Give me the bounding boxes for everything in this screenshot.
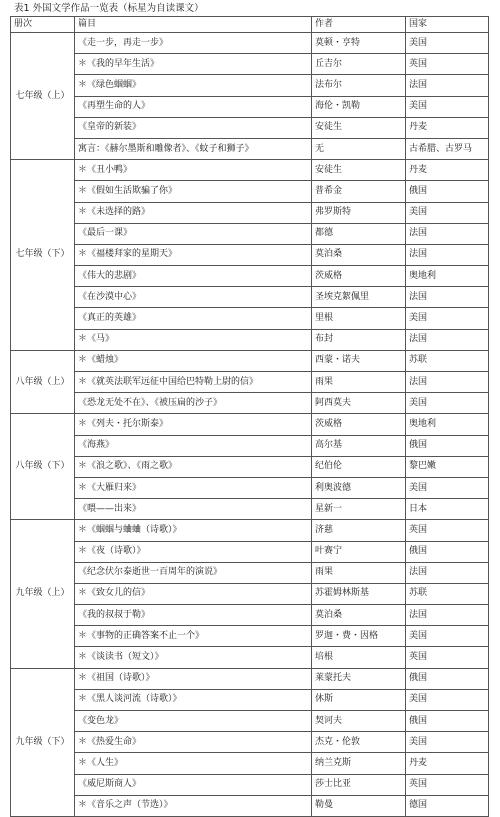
country-cell: 美国 [406,393,489,414]
title-cell: 《威尼斯商人》 [75,774,312,795]
author-cell: 纪伯伦 [312,456,406,477]
title-cell: ＊《列夫・托尔斯泰》 [75,414,312,435]
country-cell: 丹麦 [406,160,489,181]
author-cell: 里根 [312,308,406,329]
country-cell: 法国 [406,562,489,583]
title-cell: ＊《假如生活欺骗了你》 [75,181,312,202]
table-row [11,541,489,562]
title-cell: ＊《福楼拜家的星期天》 [75,244,312,265]
author-cell: 叶赛宁 [312,541,406,562]
author-cell: 纳兰克斯 [312,753,406,774]
country-cell: 苏联 [406,350,489,371]
author-cell: 雨果 [312,372,406,393]
country-cell: 古希腊、古罗马 [406,138,489,159]
title-cell: ＊《就英法联军远征中国给巴特勒上尉的信》 [75,372,312,393]
grade-cell: 九年级（上） [11,520,75,668]
country-cell: 法国 [406,244,489,265]
table-row [11,350,489,371]
author-cell: 休斯 [312,689,406,710]
title-cell: 《最后一课》 [75,223,312,244]
title-cell: ＊《浪之歌》、《雨之歌》 [75,456,312,477]
country-cell: 美国 [406,96,489,117]
country-cell: 美国 [406,732,489,753]
header-title: 篇目 [75,17,312,33]
title-cell: ＊《绿色蝈蝈》 [75,75,312,96]
title-cell: ＊《祖国（诗歌）》 [75,668,312,689]
table-row [11,562,489,583]
table-row [11,244,489,265]
country-cell: 奥地利 [406,266,489,287]
table-row [11,287,489,308]
title-cell: 《海燕》 [75,435,312,456]
country-cell: 美国 [406,477,489,498]
title-cell: 《恐龙无处不在》、《被压扁的沙子》 [75,393,312,414]
country-cell: 俄国 [406,668,489,689]
author-cell: 安徒生 [312,117,406,138]
header-volume: 册次 [11,17,75,33]
author-cell: 苏霍姆林斯基 [312,583,406,604]
country-cell: 英国 [406,54,489,75]
author-cell: 莎士比亚 [312,774,406,795]
table-row [11,266,489,287]
author-cell: 圣埃克絮佩里 [312,287,406,308]
table-row [11,117,489,138]
title-cell: 《伟大的悲剧》 [75,266,312,287]
table-row [11,202,489,223]
author-cell: 茨威格 [312,266,406,287]
country-cell: 俄国 [406,181,489,202]
country-cell: 英国 [406,774,489,795]
foreign-literature-table [10,16,489,817]
author-cell: 莱蒙托夫 [312,668,406,689]
table-row [11,33,489,54]
country-cell: 英国 [406,520,489,541]
country-cell: 法国 [406,287,489,308]
author-cell: 济慈 [312,520,406,541]
author-cell: 罗迦・费・因格 [312,626,406,647]
table-row [11,181,489,202]
author-cell: 培根 [312,647,406,668]
table-row [11,795,489,816]
country-cell: 俄国 [406,711,489,732]
title-cell: ＊《致女儿的信》 [75,583,312,604]
author-cell: 法布尔 [312,75,406,96]
title-cell: ＊《大雁归来》 [75,477,312,498]
author-cell: 阿西莫夫 [312,393,406,414]
title-cell: ＊《事物的正确答案不止一个》 [75,626,312,647]
author-cell: 海伦・凯勒 [312,96,406,117]
title-cell: 《我的叔叔于勒》 [75,605,312,626]
table-row [11,223,489,244]
grade-cell: 八年级（上） [11,350,75,414]
table-row [11,75,489,96]
header-row [11,17,489,33]
table-row [11,414,489,435]
title-cell: ＊《人生》 [75,753,312,774]
author-cell: 莫泊桑 [312,605,406,626]
table-row [11,711,489,732]
country-cell: 奥地利 [406,414,489,435]
country-cell: 法国 [406,605,489,626]
table-row [11,605,489,626]
title-cell: 寓言：《赫尔墨斯和雕像者》、《蚊子和狮子》 [75,138,312,159]
table-row [11,668,489,689]
table-row [11,308,489,329]
title-cell: ＊《谈读书（短文）》 [75,647,312,668]
title-cell: ＊《马》 [75,329,312,350]
country-cell: 日本 [406,499,489,520]
title-cell: 《纪念伏尔泰逝世一百周年的演说》 [75,562,312,583]
title-cell: ＊《热爱生命》 [75,732,312,753]
table-row [11,520,489,541]
author-cell: 莫泊桑 [312,244,406,265]
table-row [11,477,489,498]
table-row [11,732,489,753]
table-row [11,499,489,520]
title-cell: ＊《音乐之声（节选）》 [75,795,312,816]
title-cell: 《皇帝的新装》 [75,117,312,138]
table-row [11,393,489,414]
table-row [11,583,489,604]
title-cell: ＊《黑人谈河流（诗歌）》 [75,689,312,710]
title-cell: 《在沙漠中心》 [75,287,312,308]
country-cell: 法国 [406,329,489,350]
header-country: 国家 [406,17,489,33]
table-caption: 表1 外国文学作品一览表（标星为自读课文） [14,3,204,14]
author-cell: 高尔基 [312,435,406,456]
author-cell: 无 [312,138,406,159]
author-cell: 安徒生 [312,160,406,181]
title-cell: ＊《蝈蝈与蛐蛐（诗歌）》 [75,520,312,541]
country-cell: 丹麦 [406,753,489,774]
grade-cell: 七年级（上） [11,33,75,160]
title-cell: 《真正的英雄》 [75,308,312,329]
author-cell: 弗罗斯特 [312,202,406,223]
title-cell: ＊《丑小鸭》 [75,160,312,181]
grade-cell: 七年级（下） [11,160,75,351]
author-cell: 利奥波德 [312,477,406,498]
country-cell: 俄国 [406,435,489,456]
table-row [11,329,489,350]
country-cell: 法国 [406,223,489,244]
table-body [11,33,489,817]
grade-cell: 九年级（下） [11,668,75,816]
table-row [11,774,489,795]
country-cell: 美国 [406,689,489,710]
author-cell: 契诃夫 [312,711,406,732]
author-cell: 都德 [312,223,406,244]
country-cell: 苏联 [406,583,489,604]
table-row [11,435,489,456]
table-row [11,689,489,710]
country-cell: 法国 [406,372,489,393]
table-row [11,753,489,774]
table-row [11,160,489,181]
author-cell: 西蒙・诺夫 [312,350,406,371]
grade-cell: 八年级（下） [11,414,75,520]
title-cell: 《再塑生命的人》 [75,96,312,117]
author-cell: 星新一 [312,499,406,520]
country-cell: 俄国 [406,541,489,562]
country-cell: 英国 [406,647,489,668]
title-cell: 《喂——出来》 [75,499,312,520]
country-cell: 黎巴嫩 [406,456,489,477]
title-cell: ＊《蜡烛》 [75,350,312,371]
author-cell: 丘吉尔 [312,54,406,75]
author-cell: 茨威格 [312,414,406,435]
table-row [11,647,489,668]
country-cell: 德国 [406,795,489,816]
table-row [11,138,489,159]
author-cell: 莫顿・亨特 [312,33,406,54]
title-cell: ＊《我的早年生活》 [75,54,312,75]
country-cell: 丹麦 [406,117,489,138]
author-cell: 普希金 [312,181,406,202]
table-row [11,54,489,75]
table-row [11,372,489,393]
country-cell: 美国 [406,33,489,54]
author-cell: 勒曼 [312,795,406,816]
author-cell: 雨果 [312,562,406,583]
author-cell: 杰克・伦敦 [312,732,406,753]
title-cell: ＊《夜（诗歌）》 [75,541,312,562]
country-cell: 美国 [406,626,489,647]
title-cell: 《变色龙》 [75,711,312,732]
title-cell: 《走一步，再走一步》 [75,33,312,54]
table-row [11,456,489,477]
country-cell: 法国 [406,75,489,96]
title-cell: ＊《未选择的路》 [75,202,312,223]
country-cell: 美国 [406,202,489,223]
author-cell: 布封 [312,329,406,350]
table-row [11,626,489,647]
header-author: 作者 [312,17,406,33]
country-cell: 美国 [406,308,489,329]
table-row [11,96,489,117]
